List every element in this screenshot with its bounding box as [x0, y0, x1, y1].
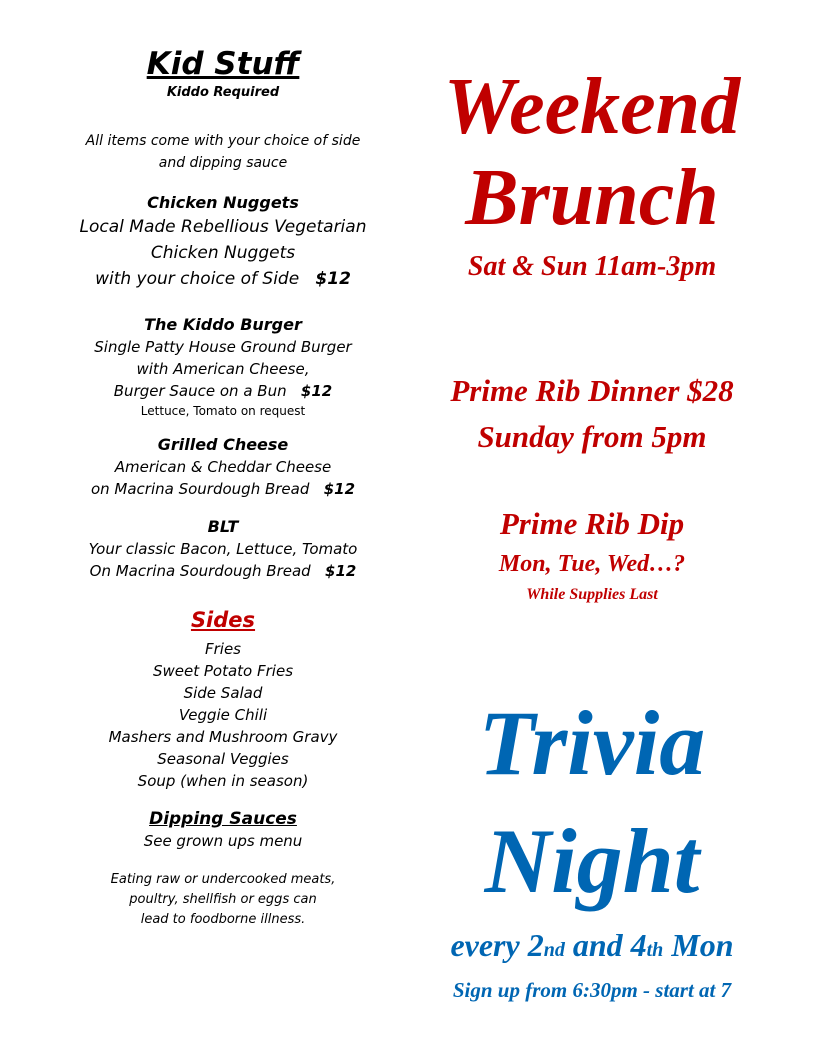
grilled-cheese-title: Grilled Cheese: [157, 435, 289, 454]
specials-column: [404, 62, 780, 1007]
trivia-and-text: and 4: [564, 927, 647, 963]
blt-title: BLT: [207, 517, 239, 536]
blt-desc-1: Your classic Bacon, Lettuce, Tomato: [88, 540, 358, 558]
chicken-nuggets-title: Chicken Nuggets: [147, 193, 299, 212]
kid-intro-line-1: All items come with your choice of side: [85, 133, 361, 149]
dipping-sauces-title: Dipping Sauces: [149, 809, 297, 829]
kiddo-burger-desc-1: Single Patty House Ground Burger: [94, 338, 352, 356]
grilled-cheese-desc-1: American & Cheddar Cheese: [114, 458, 332, 476]
grilled-cheese-desc-2-text: on Macrina Sourdough Bread: [90, 480, 310, 498]
kiddo-burger-title: The Kiddo Burger: [144, 315, 302, 334]
chicken-nuggets-price: $12: [315, 269, 351, 289]
brunch-hours: Sat & Sun 11am-3pm: [467, 251, 717, 282]
side-item: Soup (when in season): [137, 772, 309, 790]
grilled-cheese-desc-2: [60, 478, 386, 500]
dipping-sauces-text: See grown ups menu: [143, 832, 303, 850]
food-safety-disclaimer-2: poultry, shellfish or eggs can: [129, 892, 317, 907]
grilled-cheese-price: $12: [323, 480, 356, 498]
side-item: Side Salad: [183, 684, 263, 702]
weekend-title: Weekend: [443, 63, 741, 151]
sides-title: Sides: [190, 608, 256, 632]
food-safety-disclaimer-3: lead to foodborne illness.: [140, 912, 306, 927]
blt-desc-2: [60, 560, 386, 582]
kid-stuff-subtitle: Kiddo Required: [166, 85, 280, 100]
blt-desc-2-text: On Macrina Sourdough Bread: [89, 562, 311, 580]
prime-rib-dip-days: Mon, Tue, Wed…?: [498, 551, 686, 577]
trivia-schedule: [404, 922, 780, 973]
chicken-nuggets-desc-3-text: with your choice of Side: [95, 269, 300, 289]
trivia-title: Trivia: [478, 692, 706, 794]
kiddo-burger-price: $12: [300, 382, 333, 400]
side-item: Veggie Chili: [178, 706, 268, 724]
kiddo-burger-desc-2: with American Cheese,: [136, 360, 310, 378]
night-title: Night: [484, 810, 700, 912]
prime-rib-dinner-time: Sunday from 5pm: [477, 419, 707, 454]
brunch-title: Brunch: [465, 154, 719, 242]
chicken-nuggets-desc-2: Chicken Nuggets: [150, 243, 296, 263]
side-item: Sweet Potato Fries: [152, 662, 294, 680]
prime-rib-dip-title: Prime Rib Dip: [499, 506, 685, 541]
chicken-nuggets-desc-1: Local Made Rebellious Vegetarian: [79, 217, 367, 237]
side-item: Mashers and Mushroom Gravy: [108, 728, 338, 746]
trivia-mon-text: Mon: [663, 927, 734, 963]
blt-price: $12: [325, 562, 357, 580]
prime-rib-dip-note: While Supplies Last: [526, 586, 658, 603]
kid-intro-line-2: and dipping sauce: [158, 155, 288, 171]
kiddo-burger-desc-3: [60, 380, 386, 402]
trivia-th-suffix: th: [646, 939, 664, 961]
kids-menu-column: [60, 44, 386, 930]
trivia-every-text: every 2: [450, 927, 544, 963]
food-safety-disclaimer-1: Eating raw or undercooked meats,: [110, 872, 336, 887]
kiddo-burger-desc-3-text: Burger Sauce on a Bun: [113, 382, 287, 400]
kid-stuff-title: Kid Stuff: [146, 46, 300, 82]
side-item: Fries: [204, 640, 241, 658]
side-item: Seasonal Veggies: [157, 750, 289, 768]
trivia-nd-suffix: nd: [543, 939, 565, 961]
trivia-signup: Sign up from 6:30pm - start at 7: [452, 978, 732, 1002]
prime-rib-dinner-title: Prime Rib Dinner $28: [450, 373, 734, 408]
kiddo-burger-note: Lettuce, Tomato on request: [140, 404, 306, 418]
chicken-nuggets-desc-3: [60, 266, 386, 292]
